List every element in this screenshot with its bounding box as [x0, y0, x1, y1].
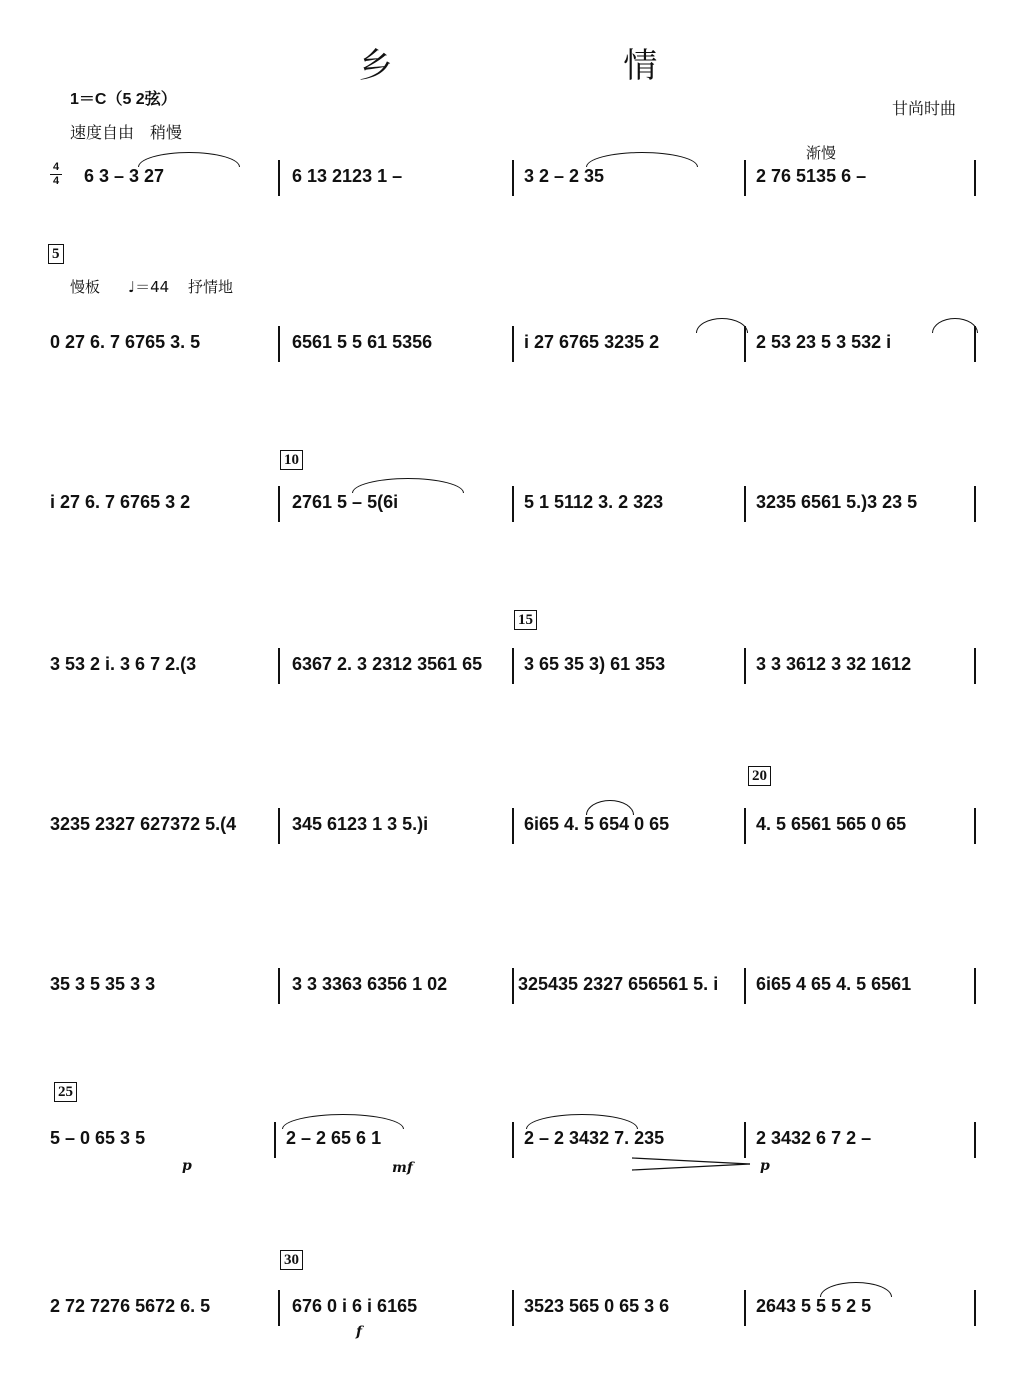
tie	[932, 318, 978, 333]
measure: 2 76 5135 6 –	[756, 166, 867, 186]
barline	[278, 326, 280, 362]
expression-annotation: 抒情地	[188, 278, 234, 296]
measure: 676 0 i 6 i 6165	[292, 1296, 418, 1316]
measure: 2761 5 – 5(6i	[292, 492, 399, 512]
barline	[274, 1122, 276, 1158]
barline	[974, 160, 976, 196]
time-signature: 4 4	[50, 162, 62, 187]
system-3	[46, 486, 980, 546]
measure: 325435 2327 656561 5. i	[518, 974, 719, 994]
barline	[744, 1290, 746, 1326]
barline	[278, 1290, 280, 1326]
barline	[974, 486, 976, 522]
tie	[352, 478, 464, 493]
barline	[512, 160, 514, 196]
barline	[278, 648, 280, 684]
measure: 4. 5 6561 565 0 65	[756, 814, 907, 834]
barline	[512, 808, 514, 844]
tie	[696, 318, 748, 333]
barline	[974, 1122, 976, 1158]
tie	[526, 1114, 638, 1129]
barline	[278, 968, 280, 1004]
tie	[820, 1282, 892, 1297]
rehearsal-mark: 10	[280, 450, 303, 470]
measure: 3235 6561 5.)3 23 5	[756, 492, 918, 512]
rehearsal-mark: 5	[48, 244, 64, 264]
system-7	[46, 1122, 980, 1182]
rehearsal-mark: 30	[280, 1250, 303, 1270]
system-8	[46, 1290, 980, 1350]
measure: 3 65 35 3) 61 353	[524, 654, 666, 674]
barline	[512, 486, 514, 522]
measure: 0 27 6. 7 6765 3. 5	[50, 332, 201, 352]
measure: 3 53 2 i. 3 6 7 2.(3	[50, 654, 197, 674]
metronome-mark: ♩＝44	[128, 278, 170, 296]
measure: 3235 2327 627372 5.(4	[50, 814, 237, 834]
measure: 3 3 3612 3 32 1612	[756, 654, 912, 674]
rehearsal-mark: 25	[54, 1082, 77, 1102]
measure: 2 72 7276 5672 6. 5	[50, 1296, 211, 1316]
barline	[512, 1290, 514, 1326]
rehearsal-mark: 20	[748, 766, 771, 786]
tempo-annotation: 慢板	[70, 278, 101, 296]
measure: 5 – 0 65 3 5	[50, 1128, 146, 1148]
tie	[282, 1114, 404, 1129]
measure: 345 6123 1 3 5.)i	[292, 814, 429, 834]
measure: 3523 565 0 65 3 6	[524, 1296, 670, 1316]
page-title: 乡 情	[358, 46, 768, 86]
system-4	[46, 648, 980, 708]
barline	[512, 648, 514, 684]
measure: 6561 5 5 61 5356	[292, 332, 433, 352]
system-1	[46, 144, 980, 220]
dynamic-mark: p	[760, 1158, 770, 1174]
barline	[278, 808, 280, 844]
system-2	[46, 326, 980, 386]
barline	[974, 968, 976, 1004]
barline	[512, 326, 514, 362]
measure: 6i65 4. 5 654 0 65	[524, 814, 670, 834]
measure: 6367 2. 3 2312 3561 65	[292, 654, 483, 674]
barline	[744, 968, 746, 1004]
barline	[278, 486, 280, 522]
measure: 6 3 – 3 27	[84, 166, 165, 186]
barline	[278, 160, 280, 196]
measure: 35 3 5 35 3 3	[50, 974, 156, 994]
dynamic-mark: f	[356, 1324, 363, 1340]
measure: 2 3432 6 7 2 –	[756, 1128, 872, 1148]
barline	[744, 160, 746, 196]
measure: 3 3 3363 6356 1 02	[292, 974, 448, 994]
key-signature: 1＝C（5 2弦）	[70, 91, 177, 108]
barline	[974, 1290, 976, 1326]
tempo-note: 速度自由 稍慢	[70, 123, 183, 142]
barline	[512, 1122, 514, 1158]
measure: 2643 5 5 5 2 5	[756, 1296, 872, 1316]
tie	[586, 800, 634, 815]
barline	[744, 326, 746, 362]
measure: 2 53 23 5 3 532 i	[756, 332, 892, 352]
barline	[744, 486, 746, 522]
tie	[586, 152, 698, 167]
measure: 2 – 2 65 6 1	[286, 1128, 382, 1148]
measure: 6 13 2123 1 –	[292, 166, 403, 186]
measure: 6i65 4 65 4. 5 6561	[756, 974, 912, 994]
composer: 甘尚时曲	[891, 99, 956, 118]
measure: i 27 6765 3235 2	[524, 332, 660, 352]
barline	[512, 968, 514, 1004]
system-6	[46, 968, 980, 1028]
measure: 3 2 – 2 35	[524, 166, 605, 186]
tie	[138, 152, 240, 167]
measure: i 27 6. 7 6765 3 2	[50, 492, 191, 512]
dynamic-mark: p	[182, 1158, 192, 1174]
tempo-annotation: 渐慢	[806, 144, 837, 162]
rehearsal-mark: 15	[514, 610, 537, 630]
barline	[744, 808, 746, 844]
system-5	[46, 808, 980, 868]
dynamic-mark: mf	[392, 1160, 413, 1176]
decrescendo-hairpin	[632, 1156, 752, 1172]
barline	[974, 326, 976, 362]
barline	[974, 808, 976, 844]
measure: 2 – 2 3432 7. 235	[524, 1128, 665, 1148]
barline	[974, 648, 976, 684]
barline	[744, 648, 746, 684]
measure: 5 1 5112 3. 2 323	[524, 492, 664, 512]
barline	[744, 1122, 746, 1158]
